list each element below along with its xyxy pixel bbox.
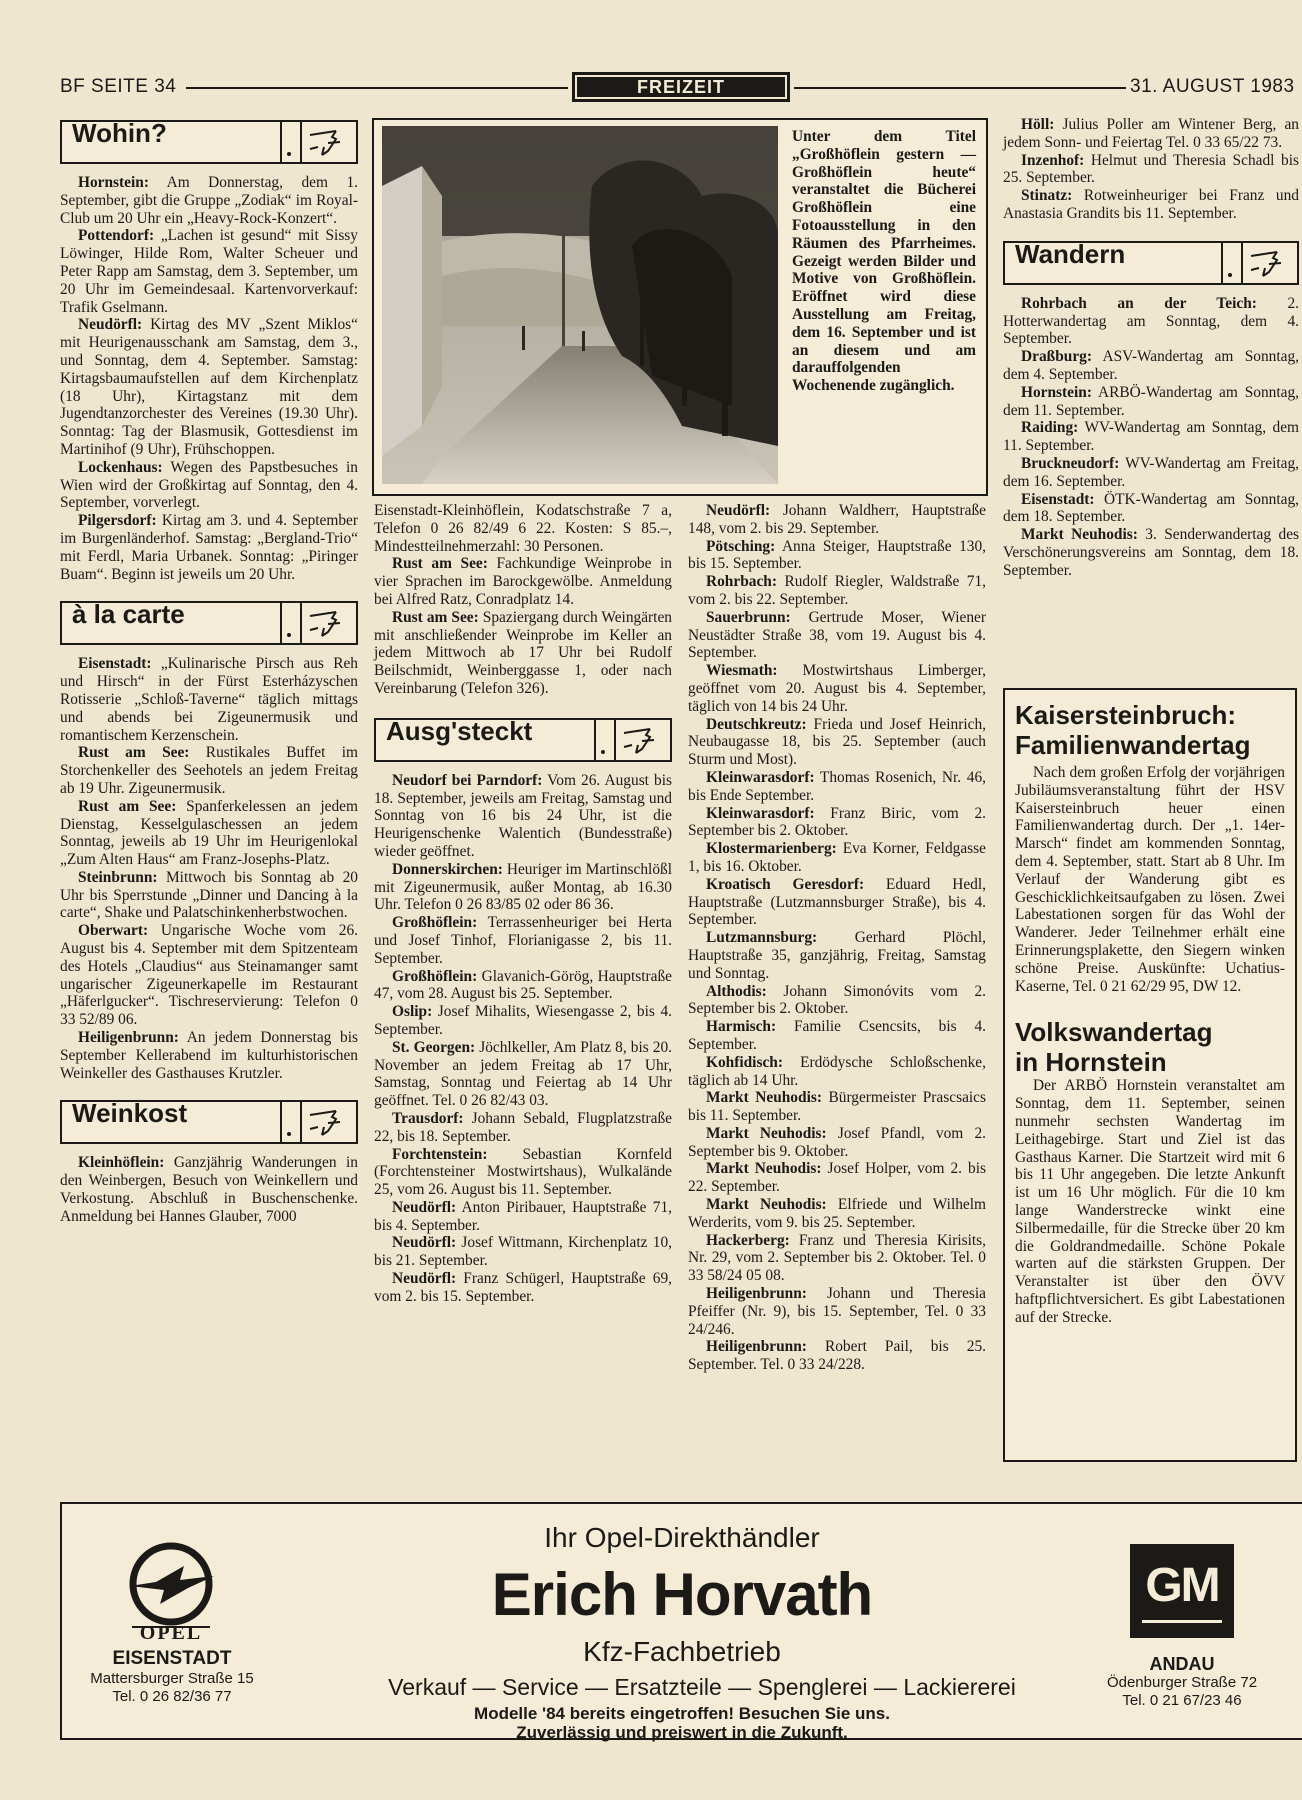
list-item [60,655,358,744]
list-item [60,316,358,458]
list-item [688,1054,986,1090]
entry-text: Kirtag am 3. und 4. September im Burgenländerhof. Samstag: „Bergland-Trio“ mit Ferdl, Maria Urbanek. Sonntag: „Piringer Buam“. Beginn ist jeweils um 20 Uhr. [60,512,358,583]
list-item [374,861,672,914]
entry-place: Markt Neuhodis: [706,1160,822,1178]
entry-text: Vom 26. August bis 18. September, jeweils am Freitag, Samstag und Sonntag von 16 bis 24 Uhr, ist die Heurigenschenke Walentich (Bundesstraße) wieder geöffnet. [374,771,672,860]
entry-place: Stinatz: [1021,187,1073,205]
entry-place: Lockenhaus: [78,458,163,476]
article-title-1a: Kaisersteinbruch: [1015,700,1237,730]
list-item [1003,295,1299,348]
section-title: Weinkost [72,1098,188,1129]
list-item [60,869,358,922]
entry-place: Markt Neuhodis: [706,1124,827,1142]
entry-place: Rust am See: [392,555,488,573]
section-header-alacarte [60,601,358,645]
entry-place: Neudörfl: [392,1198,457,1216]
entry-text: Heuriger im Martinschlößl mit Zigeunermusik, außer Montag, ab 16.30 Uhr. Telefon 0 26 83/85 02 oder 86 36. [374,860,672,914]
entry-place: Harmisch: [706,1018,777,1036]
section-header-weinkost [60,1100,358,1144]
list-item [374,914,672,967]
entry-text: Eisenstadt-Kleinhöflein, Kodatschstraße 7 a, Telefon 0 26 82/49 6 22. Kosten: S 85.–, Mindestteilnehmerzahl: 30 Personen. [374,502,672,555]
entry-text: Josef Wittmann, Kirchenplatz 10, bis 21. September. [374,1234,672,1270]
entry-place: Hackerberg: [706,1231,790,1249]
entry-place: Rohrbach an der Teich: [1021,294,1257,312]
ad-left-street: Mattersburger Straße 15 [90,1670,254,1687]
entry-text: Julius Poller am Wintener Berg, an jedem Sonn- und Feiertag Tel. 0 33 65/22 73. [1003,116,1299,151]
column-2 [374,502,672,1306]
list-item [688,1196,986,1232]
entry-text: ARBÖ-Wandertag am Sonntag, dem 11. September. [1003,383,1299,419]
divider [280,1102,302,1142]
entry-text: ASV-Wandertag am Sonntag, dem 4. September. [1003,348,1299,383]
entry-text: Anton Piribauer, Hauptstraße 71, bis 4. September. [374,1198,672,1234]
section-header-wandern [1003,238,1299,285]
entry-place: Lutzmannsburg: [706,929,818,947]
page-header-left: BF SEITE 34 [60,76,177,97]
ausgsteckt-list-continued [688,502,986,1374]
section-title: Ausg'steckt [386,715,533,746]
list-item [60,174,358,227]
entry-text: An jedem Donnerstag bis September Kellerabend im kulturhistorischen Weinkeller des Gasthauses Krutzler. [60,1029,358,1082]
entry-place: Donnerskirchen: [392,860,503,878]
entry-text: Glavanich-Görög, Hauptstraße 47, vom 28. August bis 25. September. [374,967,672,1003]
photo-caption: Unter dem Titel „Großhöflein gestern — Großhöflein heute“ veranstaltet die Bücherei Großhöflein eine Fotoausstellung in den Räumen des Pfarrheimes. Gezeigt werden Bilder und Motive von Großhöflein. Eröffnet wird diese Ausstellung am Freitag, dem 16. September und ist an diesem und am darauffolgenden Wochenende zugänglich. [792,128,976,395]
ad-tagline: Ihr Opel-Direkthändler [544,1522,820,1553]
entry-place: St. Georgen: [392,1038,476,1056]
ad-slogan-1: Modelle '84 bereits eingetroffen! Besuchen Sie uns. [474,1704,890,1723]
entry-place: Forchtenstein: [392,1145,488,1163]
entry-place: Wiesmath: [706,662,778,680]
list-item [374,609,672,698]
entry-text: Jöchlkeller, Am Platz 8, bis 20. November an jedem Freitag ab 17 Uhr, Samstag, Sonntag und Feiertag ab 14 Uhr geöffnet. Tel. 0 26 82/43 03. [374,1038,673,1110]
street-photo [382,126,778,484]
entry-place: Neudörfl: [78,316,143,334]
entry-text: Familie Csencsits, bis 4. September. [688,1018,986,1053]
entry-text: Helmut und Theresia Schadl bis 25. September. [1003,151,1299,187]
entry-text: Ganzjährig Wanderungen in den Weinbergen, Besuch von Weinkellern und Verkostung. Abschluß in Buschenschenke. Anmeldung bei Hannes Glauber, 7000 [60,1154,358,1225]
entry-text: Gertrude Moser, Wiener Neustädter Straße 38, vom 19. August bis 4. September. [688,608,986,662]
entry-text: Erdödysche Schloßschenke, täglich ab 14 Uhr. [688,1053,986,1089]
list-item [60,1029,358,1082]
list-item [1003,419,1299,455]
pointing-hand-icon [620,723,664,757]
entry-place: Rust am See: [78,797,177,815]
column-1 [60,120,358,1226]
section-title: Wohin? [72,118,167,148]
entry-text: Josef Pfandl, vom 2. September bis 9. Oktober. [688,1124,986,1160]
entry-text: Rudolf Riegler, Waldstraße 71, vom 2. bis 22. September. [688,573,986,608]
list-item [60,227,358,316]
entry-text: „Kulinarische Pirsch aus Reh und Hirsch“ in der Fürst Esterházyschen Rotisserie „Schloß-Taverne“ täglich mittags und abends bei Zigeunermusik und romantischem Kerzenschein. [60,655,358,744]
list-item [688,929,986,982]
entry-text: Rustikales Buffet im Storchenkeller des Seehotels an jedem Freitag ab 19 Uhr. Zigeunermusik. [60,744,358,797]
list-item [374,1199,672,1235]
alacarte-list [60,655,358,1082]
entry-place: Deutschkreutz: [706,715,807,733]
entry-place: Eisenstadt: [1021,490,1095,508]
entry-text: Ungarische Woche vom 26. August bis 4. September mit dem Spitzenteam des Hotels „Claudius“ aus Steinamanger samt ungarischer Zigeunerkapelle im Restaurant „Häferlgucker“. Tischreservierung: Telefon 0 33 52/89 06. [60,922,358,1029]
divider [594,720,616,760]
entry-place: Kroatisch Geresdorf: [706,875,865,893]
entry-text: Johann Simonóvits vom 2. September bis 2. Oktober. [688,982,986,1018]
gm-logo-icon [1130,1544,1234,1638]
list-item [1003,152,1299,188]
ad-right-tel: Tel. 0 21 67/23 46 [1122,1692,1242,1709]
ad-services: Verkauf — Service — Ersatzteile — Spenglerei — Lackiererei [388,1674,1016,1700]
list-item [688,840,986,876]
entry-place: Althodis: [706,982,767,1000]
list-item [60,459,358,512]
section-header-wohin [60,120,358,164]
entry-text: ÖTK-Wandertag am Sonntag, dem 18. September. [1003,490,1299,526]
entry-text: Anna Steiger, Hauptstraße 130, bis 15. September. [688,537,986,573]
list-item [374,1234,672,1270]
list-item [688,983,986,1019]
entry-place: Heiligenbrunn: [706,1285,807,1303]
section-title: Wandern [1015,238,1126,269]
entry-text: Gerhard Plöchl, Hauptstraße 35, ganzjährig, Freitag, Samstag und Sonntag. [688,929,986,982]
entry-place: Heiligenbrunn: [78,1029,179,1047]
list-item [60,1154,358,1225]
list-item [374,502,672,555]
entry-place: Heiligenbrunn: [706,1338,807,1356]
entry-text: Franz und Theresia Kirisits, Nr. 29, vom 2. September bis 2. Oktober. Tel. 0 33 58/24 05 08. [688,1231,986,1285]
list-item [688,769,986,805]
entry-text: Am Donnerstag, dem 1. September, gibt die Gruppe „Zodiak“ im Royal-Club um 20 Uhr ein „Heavy-Rock-Konzert“. [60,174,358,227]
ad-subtitle: Kfz-Fachbetrieb [583,1636,781,1667]
article-title-2a: Volkswandertag [1015,1017,1213,1048]
advertisement [60,1502,1302,1740]
entry-place: Rust am See: [78,744,190,762]
entry-place: Neudörfl: [706,502,771,519]
entry-place: Rohrbach: [706,573,777,591]
entry-place: Höll: [1021,116,1055,133]
ausgsteckt-list [374,772,672,1306]
list-item [688,1285,986,1338]
entry-place: Neudörfl: [392,1234,457,1252]
header-rule-right [794,87,1126,89]
section-title: à la carte [72,599,185,630]
list-item [1003,491,1299,527]
entry-text: Franz Biric, vom 2. September bis 2. Oktober. [688,804,986,840]
pointing-hand-icon [306,606,350,640]
entry-place: Neudorf bei Parndorf: [392,771,543,789]
page-date: 31. AUGUST 1983 [1130,76,1295,97]
list-item [688,805,986,841]
pointing-hand-icon [306,125,350,159]
list-item [688,662,986,715]
entry-text: 2. Hotterwandertag am Sonntag, dem 4. September. [1003,294,1299,348]
gm-logo-text: GM [1145,1559,1219,1612]
pointing-hand-icon [306,1105,350,1139]
divider [1221,243,1243,283]
wohin-list [60,174,358,583]
entry-text: Robert Pail, bis 25. September. Tel. 0 33 24/228. [688,1338,986,1374]
list-item [688,1338,986,1374]
entry-place: Kleinwarasdorf: [706,804,815,822]
entry-place: Kleinwarasdorf: [706,768,815,786]
list-item [688,1160,986,1196]
entry-place: Inzenhof: [1021,151,1085,169]
entry-text: Mittwoch bis Sonntag ab 20 Uhr bis Sperrstunde „Dinner und Dancing à la carte“, Shake und Palatschinkenherbstwochen. [60,868,358,922]
entry-text: Mostwirtshaus Limberger, geöffnet vom 20. August bis 4. September, täglich von 14 bis 24 Uhr. [688,662,986,715]
article-title-2b: in Hornstein [1015,1047,1167,1078]
entry-place: Draßburg: [1021,348,1092,366]
list-item [374,555,672,608]
list-item [688,609,986,662]
list-item [688,538,986,574]
entry-text: WV-Wandertag am Sonntag, dem 11. September. [1003,419,1299,455]
entry-text: Kirtag des MV „Szent Miklos“ mit Heurigenausschank am Samstag, dem 3., und Sonntag, dem 4. September. Samstag: Kirtagsbaumaufstellen auf dem Kirchenplatz (18 Uhr), Kirtagstanz mit dem Jugendtanzorchester des Vereines (19.30 Uhr). Sonntag: Tag der Blasmusik, Gottesdienst im Martinihof (9 Uhr), Frühschoppen. [60,316,358,458]
entry-place: Pilgersdorf: [78,512,157,530]
entry-place: Raiding: [1021,419,1079,437]
entry-place: Großhöflein: [392,914,478,932]
entry-text: Thomas Rosenich, Nr. 46, bis Ende September. [688,768,986,804]
list-item [1003,455,1299,491]
ad-left-city: EISENSTADT [112,1648,232,1669]
list-item [374,1270,672,1306]
entry-text: Spaziergang durch Weingärten mit anschließender Weinprobe im Keller an jedem Mittwoch ab 17 Uhr bei Rudolf Beilschmidt, Weinberggasse 1, oder nach Vereinbarung (Telefon 326). [374,608,672,697]
entry-place: Trausdorf: [392,1109,464,1127]
article-box [1003,688,1297,1462]
list-item [1003,348,1299,384]
column-4 [1003,116,1299,580]
entry-text: Rotweinheuriger bei Franz und Anastasia Grandits bis 11. September. [1003,187,1299,222]
divider [280,122,302,162]
entry-text: Spanferkelessen an jedem Dienstag, Kesselgulaschessen an jedem Sonntag, jeweils ab 19 Uhr im Heurigenlokal „Zum Alten Haus“ am Franz-Josephs-Platz. [60,797,358,869]
entry-place: Rust am See: [392,608,479,626]
column-3 [688,502,986,1374]
ad-right-city: ANDAU [1149,1654,1215,1674]
entry-place: Pottendorf: [78,227,155,245]
pointing-hand-icon [1247,246,1291,280]
entry-place: Klostermarienberg: [706,840,837,858]
entry-place: Kohfidisch: [706,1053,783,1071]
entry-text: Josef Holper, vom 2. bis 22. September. [688,1160,987,1196]
entry-place: Sauerbrunn: [706,608,791,626]
entry-text: Eduard Hedl, Hauptstraße (Lutzmannsburger Straße), bis 4. September. [688,875,987,929]
photo-box [372,118,988,496]
wandern-list [1003,295,1299,580]
entry-text: Johann Waldherr, Hauptstraße 148, vom 2. bis 29. September. [688,502,986,537]
list-item [60,744,358,797]
entry-text: Terrassenheuriger bei Herta und Josef Tinhof, Florianigasse 2, bis 11. September. [374,914,672,967]
entry-place: Steinbrunn: [78,868,158,886]
list-item [374,968,672,1004]
list-item [688,1089,986,1125]
entry-text: 3. Senderwandertag des Verschönerungsvereins am Sonntag, dem 18. September. [1003,526,1300,579]
ad-company-name: Erich Horvath [491,1561,873,1628]
list-item [1003,116,1299,152]
opel-logo-text: OPEL [139,1622,203,1644]
entry-place: Hornstein: [78,174,149,191]
entry-place: Kleinhöflein: [78,1154,165,1172]
list-item [374,772,672,861]
entry-text: Eva Korner, Feldgasse 1, bis 16. Oktober. [688,840,986,875]
list-item [688,1125,986,1161]
entry-place: Oberwart: [78,922,149,940]
entry-place: Pötsching: [706,537,776,555]
entry-place: Markt Neuhodis: [1021,526,1138,544]
entry-place: Hornstein: [1021,383,1092,401]
entry-place: Großhöflein: [392,967,478,985]
divider [280,603,302,643]
entry-place: Markt Neuhodis: [706,1089,822,1107]
entry-text: Johann Sebald, Flugplatzstraße 22, bis 18. September. [374,1109,672,1145]
section-header-ausgsteckt [374,715,672,762]
header-rule-left [186,87,568,89]
article-text-2: Der ARBÖ Hornstein veranstaltet am Sonntag, dem 11. September, seinen nunmehr sechsten Wandertag im Leithagebirge. Start und Ziel ist das Gasthaus Karner. Die Startzeit wird mit 6 bis 11 Uhr angegeben. Die letzte Ankunft ist um 16 Uhr möglich. Für die 10 km lange Wanderstrecke winkt eine Silbermedaille, für die Strecke über 20 km die Goldrandmedaille. Schöne Pokale warten auf die stärksten Gruppen. Der Veranstalter ist über den ÖVV haftpflichtversichert. Es gibt Labestationen auf der Strecke. [1015,1077,1285,1326]
list-item [688,876,986,929]
section-label: FREIZEIT [572,72,790,102]
list-item [60,512,358,583]
ad-left-tel: Tel. 0 26 82/36 77 [112,1688,232,1705]
article-text-1: Nach dem großen Erfolg der vorjährigen Jubiläumsveranstaltung führt der HSV Kaisersteinbruch heuer einen Familienwandertag durch. Der „1. 14er-Marsch“ findet am kommenden Sonntag, dem 4. September, statt. Start ab 8 Uhr. Im Verlauf der Wanderung gibt es Geschicklichkeitsaufgaben zu lösen. Zwei Labestationen sorgen für das Wohl der Wanderer. Jeder Teilnehmer erhält eine Erinnerungsplakette, den Siegern winken schöne Preise. Auskünfte: Uchatius-Kaserne, Tel. 0 21 62/29 95, DW 12. [1015,764,1285,995]
entry-text: Josef Mihalits, Wiesengasse 2, bis 4. September. [374,1003,672,1038]
entry-text: Franz Schügerl, Hauptstraße 69, vom 2. bis 15. September. [374,1270,672,1305]
article-title-1b: Familienwandertag [1015,730,1251,760]
list-item [1003,526,1299,579]
weinkost-list [60,1154,358,1225]
ausgsteckt-list-end [1003,116,1299,223]
entry-text: WV-Wandertag am Freitag, dem 16. September. [1003,454,1299,490]
entry-text: Wegen des Papstbesuches in Wien wird der Großkirtag auf Sonntag, den 4. September, vorverlegt. [60,458,358,512]
entry-text: Elfriede und Wilhelm Werderits, vom 9. bis 25. September. [688,1196,986,1231]
entry-place: Oslip: [392,1003,433,1021]
entry-text: Frieda und Josef Heinrich, Neubaugasse 18, bis 25. September (auch Sturm und Most). [688,715,986,769]
list-item [1003,187,1299,223]
list-item [60,798,358,869]
list-item [1003,384,1299,420]
entry-place: Markt Neuhodis: [706,1196,827,1214]
entry-place: Bruckneudorf: [1021,454,1120,472]
list-item [374,1003,672,1039]
list-item [688,1018,986,1054]
list-item [688,573,986,609]
weinkost-continued [374,502,672,698]
entry-text: Bürgermeister Prascsaics bis 11. September. [688,1089,986,1125]
list-item [374,1039,672,1110]
list-item [60,922,358,1029]
ad-slogan-2: Zuverlässig und preiswert in die Zukunft. [516,1723,848,1742]
entry-place: Eisenstadt: [78,655,152,673]
list-item [688,502,986,538]
ad-right-street: Ödenburger Straße 72 [1106,1674,1258,1691]
list-item [374,1146,672,1199]
list-item [688,716,986,769]
list-item [374,1110,672,1146]
list-item [688,1232,986,1285]
entry-text: Sebastian Kornfeld (Forchtensteiner Mostwirtshaus), Wulkalände 25, vom 26. August bis 11. September. [374,1145,672,1199]
entry-text: Fachkundige Weinprobe in vier Sprachen im Barockgewölbe. Anmeldung bei Alfred Ratz, Conradplatz 14. [374,555,672,608]
entry-text: Johann und Theresia Pfeiffer (Nr. 9), bis 15. September, Tel. 0 33 24/246. [688,1285,986,1338]
entry-text: „Lachen ist gesund“ mit Sissy Löwinger, Hilde Rom, Walter Scheuer und Peter Rapp am Samstag, dem 3. September, um 20 Uhr im Gemeindesaal. Kartenvorverkauf: Trafik Gselmann. [60,227,358,316]
entry-place: Neudörfl: [392,1270,457,1288]
